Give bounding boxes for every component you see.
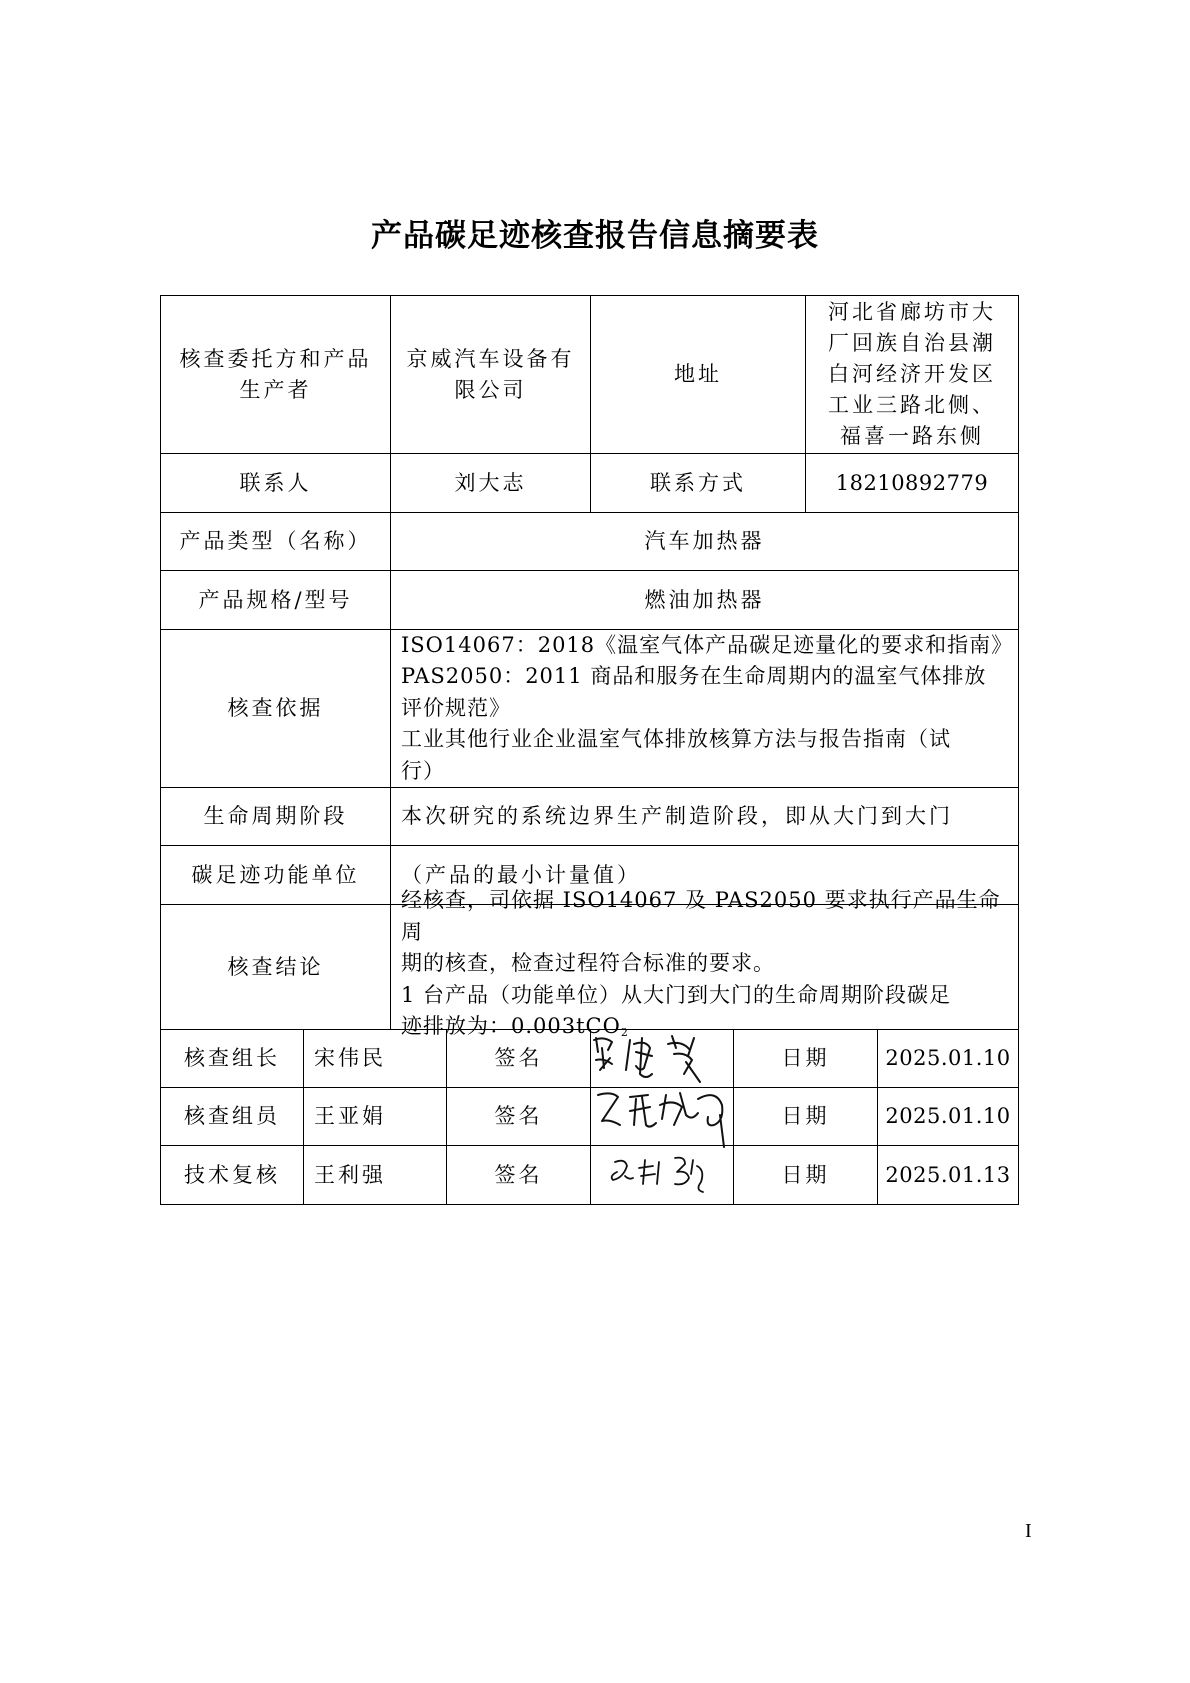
signature-reviewer xyxy=(591,1146,734,1204)
product-type-value: 汽车加热器 xyxy=(391,513,1018,571)
document-title: 产品碳足迹核查报告信息摘要表 xyxy=(371,218,819,254)
lifecycle-label: 生命周期阶段 xyxy=(161,788,391,846)
role-member: 核查组员 xyxy=(161,1088,304,1146)
conclusion-line: 1 台产品（功能单位）从大门到大门的生命周期阶段碳足 xyxy=(401,982,952,1007)
date-label-leader: 日期 xyxy=(734,1030,878,1088)
basis-line: 评价规范》 xyxy=(401,695,511,720)
contact-label: 联系人 xyxy=(161,454,391,513)
conclusion-line: 期的核查，检查过程符合标准的要求。 xyxy=(401,951,775,976)
functional-unit-label: 碳足迹功能单位 xyxy=(161,846,391,905)
conclusion-value xyxy=(391,888,1018,1040)
sign-label-member: 签名 xyxy=(447,1088,591,1146)
co2-subscript: 2 xyxy=(620,1026,628,1040)
client-value: 京威汽车设备有限公司 xyxy=(391,296,591,454)
basis-line: ISO14067：2018《温室气体产品碳足迹量化的要求和指南》 xyxy=(401,632,1014,657)
role-leader: 核查组长 xyxy=(161,1030,304,1088)
summary-table xyxy=(160,295,1019,1205)
name-leader: 宋伟民 xyxy=(304,1030,447,1088)
basis-line: 行） xyxy=(401,758,445,783)
role-reviewer: 技术复核 xyxy=(161,1146,304,1204)
name-reviewer: 王利强 xyxy=(304,1146,447,1204)
product-type-label: 产品类型（名称） xyxy=(161,513,391,571)
product-spec-value: 燃油加热器 xyxy=(391,571,1018,630)
date-label-member: 日期 xyxy=(734,1088,878,1146)
phone-label: 联系方式 xyxy=(591,454,806,513)
sign-label-reviewer: 签名 xyxy=(447,1146,591,1204)
product-spec-label: 产品规格/型号 xyxy=(161,571,391,630)
date-reviewer: 2025.01.13 xyxy=(885,1162,1011,1187)
name-member: 王亚娟 xyxy=(304,1088,447,1146)
date-label-reviewer: 日期 xyxy=(734,1146,878,1204)
basis-line: PAS2050：2011 商品和服务在生命周期内的温室气体排放 xyxy=(401,664,987,689)
date-leader: 2025.01.10 xyxy=(878,1030,1018,1088)
conclusion-line: 经核查，司依据 ISO14067 及 PAS2050 要求执行产品生命周 xyxy=(401,888,1001,944)
emission-text: 迹排放为：0.003tCO xyxy=(401,1014,621,1039)
basis-line: 工业其他行业企业温室气体排放核算方法与报告指南（试 xyxy=(401,727,951,752)
address-value: 河北省廊坊市大厂回族自治县潮白河经济开发区工业三路北侧、福喜一路东侧 xyxy=(806,296,1018,454)
phone-value: 18210892779 xyxy=(806,454,1018,513)
contact-value: 刘大志 xyxy=(391,454,591,513)
basis-label: 核查依据 xyxy=(161,630,391,788)
signature-leader xyxy=(591,1030,734,1088)
sign-label-leader: 签名 xyxy=(447,1030,591,1088)
functional-unit-value: （产品的最小计量值） xyxy=(391,846,1018,905)
signature-member xyxy=(591,1088,734,1146)
page-number: I xyxy=(1025,1520,1032,1542)
date-member: 2025.01.10 xyxy=(878,1088,1018,1146)
client-label: 核查委托方和产品生产者 xyxy=(161,296,391,454)
basis-value xyxy=(391,630,1018,788)
conclusion-label: 核查结论 xyxy=(161,905,391,1030)
lifecycle-value: 本次研究的系统边界生产制造阶段，即从大门到大门 xyxy=(391,788,1018,846)
address-label: 地址 xyxy=(591,296,806,454)
